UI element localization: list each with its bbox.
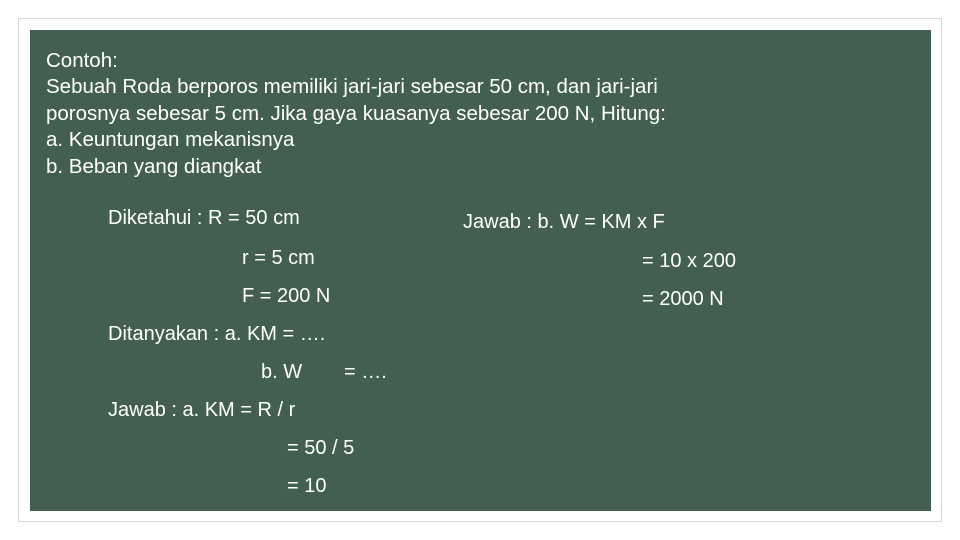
chalkboard-panel [30,30,931,511]
known-small-r: r = 5 cm [242,247,315,269]
problem-statement [46,48,666,180]
asked-w-value: = …. [344,361,387,383]
known-r: Diketahui : R = 50 cm [108,207,300,229]
known-force: F = 200 N [242,285,331,307]
question-a: a. Keuntungan mekanisnya [46,128,295,152]
problem-line: porosnya sebesar 5 cm. Jika gaya kuasanya sebesar 200 N, Hitung: [46,101,666,125]
problem-line: Sebuah Roda berporos memiliki jari-jari sebesar 50 cm, dan jari-jari [46,75,658,99]
answer-b-result: = 2000 N [642,288,724,310]
answer-a-result: = 10 [287,475,327,497]
problem-heading: Contoh: [46,49,118,72]
answer-b-formula: Jawab : b. W = KM x F [463,211,665,233]
answer-b-substitution: = 10 x 200 [642,250,736,272]
question-b: b. Beban yang diangkat [46,154,262,178]
answer-a-formula: Jawab : a. KM = R / r [108,399,296,421]
asked-km: Ditanyakan : a. KM = …. [108,323,326,345]
asked-w-label: b. W [261,361,303,383]
answer-a-substitution: = 50 / 5 [287,437,355,459]
